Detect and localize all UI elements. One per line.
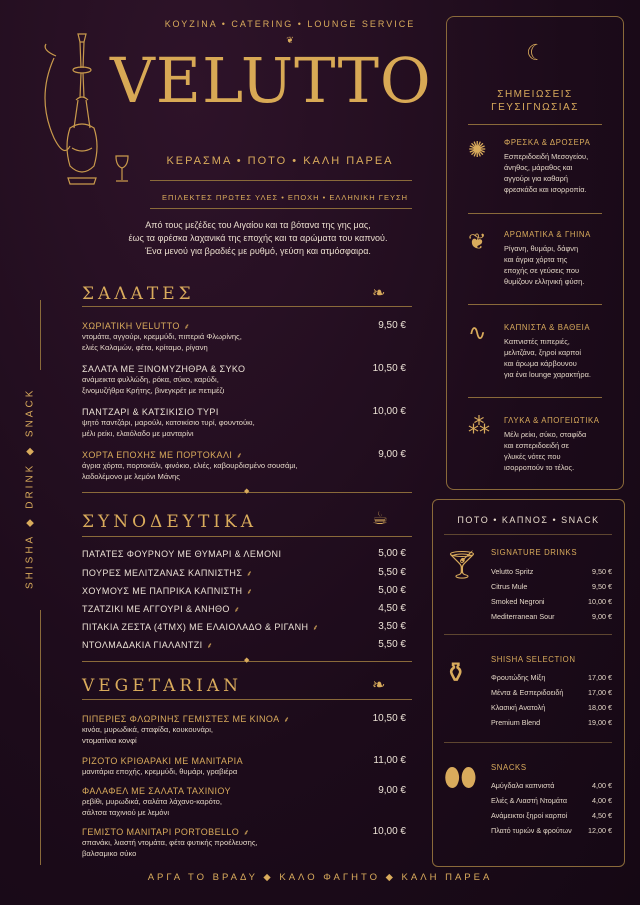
menu-item-desc: ντομάτα, αγγούρι, κρεμμύδι, πιπεριά Φλωρίνης, ελιές Καλαμών, φέτα, κρίταμο, ρίγανη	[82, 332, 242, 352]
menu-item-desc: ψητό παντζάρι, μαρούλι, κατσικίσιο τυρί, φουντούκι, μέλι ρείκι, ελαιόλαδο με μανταρίνι	[82, 418, 255, 438]
bar-rule	[444, 634, 612, 635]
intro-line: Ένα μενού για βραδιές με ρυθμό, γεύση και ατμόσφαιρα.	[145, 246, 371, 256]
note-rule	[468, 397, 602, 398]
vegetarian-leaf-icon: ⸙	[246, 587, 253, 596]
side-vertical-text: SHISHA ◆ DRINK ◆ SNACK	[24, 387, 36, 589]
menu-item-price: 11,00 €	[373, 755, 406, 766]
menu-item-name: ΧΩΡΙΑΤΙΚΗ VELUTTO ⸙	[82, 321, 191, 331]
menu-item-name: ΧΟΥΜΟΥΣ ΜΕ ΠΑΠΡΙΚΑ ΚΑΠΝΙΣΤΗ ⸙	[82, 586, 253, 596]
menu-item-desc: άγρια χόρτα, πορτοκάλι, φινόκιο, ελιές, καβουρδισμένο σουσάμι, λαδολέμονο με λεμόνι Μάνης	[82, 461, 298, 481]
citrus-icon: ✺	[468, 137, 487, 162]
moon-star-icon: ☾	[526, 40, 546, 65]
note-body: Μέλι ρείκι, σύκο, σταφίδα και εσπεριδοειδή σε γλυκές νότες που ισορροπούν το τέλος.	[504, 430, 587, 472]
note-rule	[468, 213, 602, 214]
bar-item-price: 10,00 €	[588, 597, 612, 606]
bar-section-heading: SIGNATURE DRINKS	[491, 548, 578, 557]
brand-rule	[150, 180, 412, 181]
bar-item-price: 4,00 €	[592, 781, 612, 790]
herb-icon: ❦	[468, 229, 487, 254]
menu-item-price: 4,50 €	[378, 603, 406, 614]
section-rule	[82, 699, 412, 700]
bar-item-price: 12,00 €	[588, 826, 612, 835]
bar-item-name: Αμύγδαλα καπνιστά	[491, 781, 555, 790]
bowl-icon: ☕︎	[372, 508, 389, 528]
bar-item-price: 4,00 €	[592, 796, 612, 805]
bar-item-price: 17,00 €	[588, 673, 612, 682]
nuts-icon: ⬮⬮	[444, 762, 477, 792]
menu-item-desc: κινόα, μυρωδικά, σταφίδα, κουκουνάρι, ντοματίνια κονφί	[82, 725, 213, 745]
menu-item-desc: μανιτάρια εποχής, κρεμμύδι, θυμάρι, γραβιέρα	[82, 767, 238, 776]
note-heading: ΦΡΕΣΚΑ & ΔΡΟΣΕΡΑ	[504, 138, 591, 147]
bar-item-price: 9,00 €	[592, 612, 612, 621]
vegetarian-leaf-icon: ⸙	[236, 451, 243, 460]
notes-rule	[468, 124, 602, 125]
bar-rule	[444, 742, 612, 743]
bar-section-heading: SHISHA SELECTION	[491, 655, 576, 664]
menu-item-price: 5,00 €	[378, 585, 406, 596]
section-title-vegetarian: VEGETARIAN	[82, 676, 243, 696]
bar-item-name: Smoked Negroni	[491, 597, 545, 606]
intro-text	[88, 219, 428, 258]
menu-item-name: ΣΑΛΑΤΑ ΜΕ ΞΙΝΟΜΥΖΗΘΡΑ & ΣΥΚΟ	[82, 364, 246, 374]
menu-item-price: 10,50 €	[372, 713, 406, 724]
menu-item-price: 10,00 €	[372, 406, 406, 417]
bar-item-name: Μέντα & Εσπεριδοειδή	[491, 688, 564, 697]
menu-item-price: 10,50 €	[372, 363, 406, 374]
brand-logo: VELUTTO	[110, 44, 432, 117]
note-body: Καπνιστές πιπεριές, μελιτζάνα, ξηροί καρποί και άρωμα κάρβουνου για ένα lounge χαρακτήρα.	[504, 337, 591, 379]
top-tagline: ΚΟΥΖΙΝΑ • CATERING • LOUNGE SERVICE	[164, 19, 416, 29]
intro-line: Από τους μεζέδες του Αιγαίου και τα βότανα της γης μας,	[145, 220, 371, 230]
smoke-icon: ∿	[468, 320, 487, 345]
leaf-bowl-icon: ❧	[372, 677, 386, 694]
menu-item-name: ΝΤΟΛΜΑΔΑΚΙΑ ΓΙΑΛΑΝΤΖΙ ⸙	[82, 640, 213, 650]
section-rule	[82, 536, 412, 537]
menu-item-name: ΠΟΥΡΕΣ ΜΕΛΙΤΖΑΝΑΣ ΚΑΠΝΙΣΤΗΣ ⸙	[82, 568, 253, 578]
menu-item-name: ΠΙΠΕΡΙΕΣ ΦΛΩΡΙΝΗΣ ΓΕΜΙΣΤΕΣ ΜΕ ΚΙΝΟΑ ⸙	[82, 714, 290, 724]
menu-item-price: 5,00 €	[378, 548, 406, 559]
section-rule	[82, 306, 412, 307]
vegetarian-leaf-icon: ⸙	[183, 322, 191, 331]
vegetarian-leaf-icon: ⸙	[283, 715, 290, 724]
bar-item-name: Citrus Mule	[491, 582, 528, 591]
leaf-bowl-icon: ❧	[372, 285, 386, 302]
bar-item-name: Premium Blend	[491, 718, 541, 727]
grapes-icon: ⁂	[468, 413, 490, 438]
menu-item-name: ΡΙΖΟΤΟ ΚΡΙΘΑΡΑΚΙ ΜΕ ΜΑΝΙΤΑΡΙΑ	[82, 756, 243, 766]
bar-item-name: Mediterranean Sour	[491, 612, 555, 621]
menu-item-desc: ανάμεικτα φυλλώδη, ρόκα, σύκο, καρύδι, ξινομυζήθρα Κρήτης, βινεγκρέτ με πετιμέζι	[82, 375, 225, 395]
bar-item-name: Πλατό τυριών & φρούτων	[491, 826, 572, 835]
note-body: Εσπεριδοειδή Μεσογείου, άνηθος, μάραθος και αγγούρι για καθαρή φρεσκάδα και ισορροπία.	[504, 152, 589, 194]
menu-item-name: ΤΖΑΤΖΙΚΙ ΜΕ ΑΓΓΟΥΡΙ & ΑΝΗΘΟ ⸙	[82, 604, 241, 614]
vegetarian-leaf-icon: ⸙	[206, 641, 213, 650]
divider-ornament: ◆	[244, 488, 250, 495]
left-border-line	[40, 300, 41, 370]
bar-item-name: Ελιές & Λιαστή Ντομάτα	[491, 796, 567, 805]
intro-line: έως τα φρέσκα λαχανικά της εποχής και τα αρώματα του καπνού.	[128, 233, 388, 243]
left-border-line	[40, 610, 41, 865]
bar-title: ΠΟΤΟ • ΚΑΠΝΟΣ • SNACK	[457, 515, 600, 525]
menu-item-name: ΧΟΡΤΑ ΕΠΟΧΗΣ ΜΕ ΠΟΡΤΟΚΑΛΙ ⸙	[82, 450, 243, 460]
cocktail-glass-icon: 🍸︎	[444, 549, 480, 580]
menu-item-name: ΠΑΤΑΤΕΣ ΦΟΥΡΝΟΥ ΜΕ ΘΥΜΑΡΙ & ΛΕΜΟΝΙ	[82, 549, 282, 559]
bar-item-name: Velutto Spritz	[491, 567, 534, 576]
footer-tagline: ΑΡΓΑ ΤΟ ΒΡΑΔΥ ◆ ΚΑΛΟ ΦΑΓΗΤΟ ◆ ΚΑΛΗ ΠΑΡΕΑ	[147, 872, 493, 883]
vegetarian-leaf-icon: ⸙	[233, 605, 241, 614]
vegetarian-leaf-icon: ⸙	[243, 828, 250, 837]
bar-item-price: 17,00 €	[588, 688, 612, 697]
note-heading: ΚΑΠΝΙΣΤΑ & ΒΑΘΕΙΑ	[504, 323, 591, 332]
menu-item-name: ΠΑΝΤΖΑΡΙ & ΚΑΤΣΙΚΙΣΙΟ ΤΥΡΙ	[82, 407, 219, 417]
bar-item-name: Φρουτώδης Μίξη	[491, 673, 546, 682]
menu-item-price: 3,50 €	[378, 621, 406, 632]
menu-item-name: ΠΙΤΑΚΙΑ ΖΕΣΤΑ (4ΤΜΧ) ΜΕ ΕΛΑΙΟΛΑΔΟ & ΡΙΓΑΝΗ ⸙	[82, 622, 319, 632]
bar-item-price: 18,00 €	[588, 703, 612, 712]
note-rule	[468, 304, 602, 305]
divider-ornament: ◆	[244, 657, 250, 664]
note-heading: ΓΛΥΚΑ & ΑΠΟΓΕΙΩΤΙΚΑ	[504, 416, 600, 425]
bar-section-heading: SNACKS	[491, 763, 527, 772]
bar-item-price: 9,50 €	[592, 582, 612, 591]
bar-item-name: Κλασική Ανατολή	[491, 703, 546, 712]
vegetarian-leaf-icon: ⸙	[312, 623, 319, 632]
hookah-icon: ⚱	[444, 657, 468, 688]
quality-tagline: ΕΠΙΛΕΚΤΕΣ ΠΡΩΤΕΣ ΥΛΕΣ • ΕΠΟΧΗ • ΕΛΛΗΝΙΚΗ ΓΕΥΣΗ	[162, 193, 408, 202]
menu-item-price: 9,00 €	[378, 449, 406, 460]
ornament: ❦	[286, 35, 294, 45]
menu-item-name: ΓΕΜΙΣΤΟ ΜΑΝΙΤΑΡΙ PORTOBELLO ⸙	[82, 827, 250, 837]
bar-item-name: Ανάμεικτοι ξηροί καρποί	[491, 811, 568, 820]
menu-item-price: 9,00 €	[378, 785, 406, 796]
menu-item-desc: σπανάκι, λιαστή ντομάτα, φέτα φυτικής προέλευσης, βαλσαμικο σύκο	[82, 838, 258, 858]
quality-rule	[150, 208, 412, 209]
menu-item-name: ΦΑΛΑΦΕΛ ΜΕ ΣΑΛΑΤΑ ΤΑΧΙΝΙΟΥ	[82, 786, 231, 796]
vegetarian-leaf-icon: ⸙	[246, 569, 253, 578]
note-heading: ΑΡΩΜΑΤΙΚΑ & ΓΗΙΝΑ	[504, 230, 591, 239]
menu-item-price: 9,50 €	[378, 320, 406, 331]
note-body: Ρίγανη, θυμάρι, δάφνη και άγρια χόρτα της εποχής σε γεύσεις που θυμίζουν ελληνική φύση.	[504, 244, 585, 286]
menu-item-price: 5,50 €	[378, 567, 406, 578]
brand-subtitle: ΚΕΡΑΣΜΑ • ΠΟΤΟ • ΚΑΛΗ ΠΑΡΕΑ	[166, 155, 394, 167]
menu-item-desc: ρεβίθι, μυρωδικά, σαλάτα λάχανο-καρότο, σάλτσα ταχινιού με λεμόνι	[82, 797, 222, 817]
menu-item-price: 10,00 €	[372, 826, 406, 837]
notes-title: ΣΗΜΕΙΩΣΕΙΣ ΓΕΥΣΙΓΝΩΣΙΑΣ	[491, 89, 579, 113]
bar-rule	[444, 534, 612, 535]
bar-item-price: 4,50 €	[592, 811, 612, 820]
bar-item-price: 9,50 €	[592, 567, 612, 576]
section-title-salads: ΣΑΛΑΤΕΣ	[82, 284, 195, 304]
menu-item-price: 5,50 €	[378, 639, 406, 650]
bar-item-price: 19,00 €	[588, 718, 612, 727]
section-title-sides: ΣΥΝΟΔΕΥΤΙΚΑ	[82, 512, 257, 532]
